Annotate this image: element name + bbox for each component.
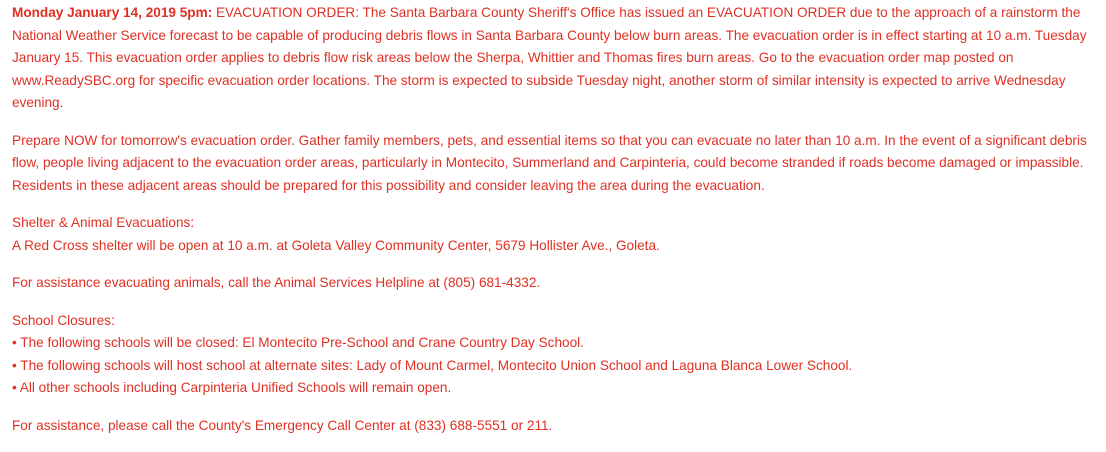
- animal-helpline-paragraph: For assistance evacuating animals, call the Animal Services Helpline at (805) 681-4332.: [12, 275, 541, 290]
- school-closure-item: • The following schools will be closed: El Montecito Pre-School and Crane Country Day School.: [12, 335, 584, 350]
- evacuation-notice: [12, 2, 1100, 452]
- school-closures-section: [12, 310, 1100, 400]
- order-date-lead: Monday January 14, 2019 5pm:: [12, 5, 213, 20]
- shelter-heading: Shelter & Animal Evacuations:: [12, 215, 195, 230]
- school-closure-item: • All other schools including Carpinteria Unified Schools will remain open.: [12, 380, 452, 395]
- assistance-paragraph: For assistance, please call the County's Emergency Call Center at (833) 688-5551 or 211.: [12, 417, 553, 433]
- shelter-text: A Red Cross shelter will be open at 10 a.m. at Goleta Valley Community Center, 5679 Hollister Ave., Goleta.: [12, 237, 660, 253]
- order-body: EVACUATION ORDER: The Santa Barbara County Sheriff's Office has issued an EVACUATION ORDER due to the approach of a rainstorm the National Weather Service forecast to be capable of producing debris flows in Santa Barbara County below burn areas. The evacuation order is in effect starting at 10 a.m. Tuesday January 15. This evacuation order applies to debris flow risk areas below the Sherpa, Whittier and Thomas fires burn areas. Go to the evacuation order map posted on www.ReadySBC.org for specific evacuation order locations. The storm is expected to subside Tuesday night, another storm of similar intensity is expected to arrive Wednesday evening.: [12, 5, 1087, 110]
- prepare-paragraph: Prepare NOW for tomorrow's evacuation order. Gather family members, pets, and essential items so that you can evacuate no later than 10 a.m. In the event of a significant debris flow, people living adjacent to the evacuation order areas, particularly in Montecito, Summerland and Carpinteria, could become stranded if roads become damaged or impassible. Residents in these adjacent areas should be prepared for this possibility and consider leaving the area during the evacuation.: [12, 132, 1087, 193]
- order-paragraph: [12, 2, 1100, 115]
- school-closures-heading: School Closures:: [12, 312, 115, 328]
- shelter-section: [12, 212, 1100, 257]
- school-closure-item: • The following schools will host school at alternate sites: Lady of Mount Carmel, Montecito Union School and Laguna Blanca Lower School.: [12, 357, 853, 373]
